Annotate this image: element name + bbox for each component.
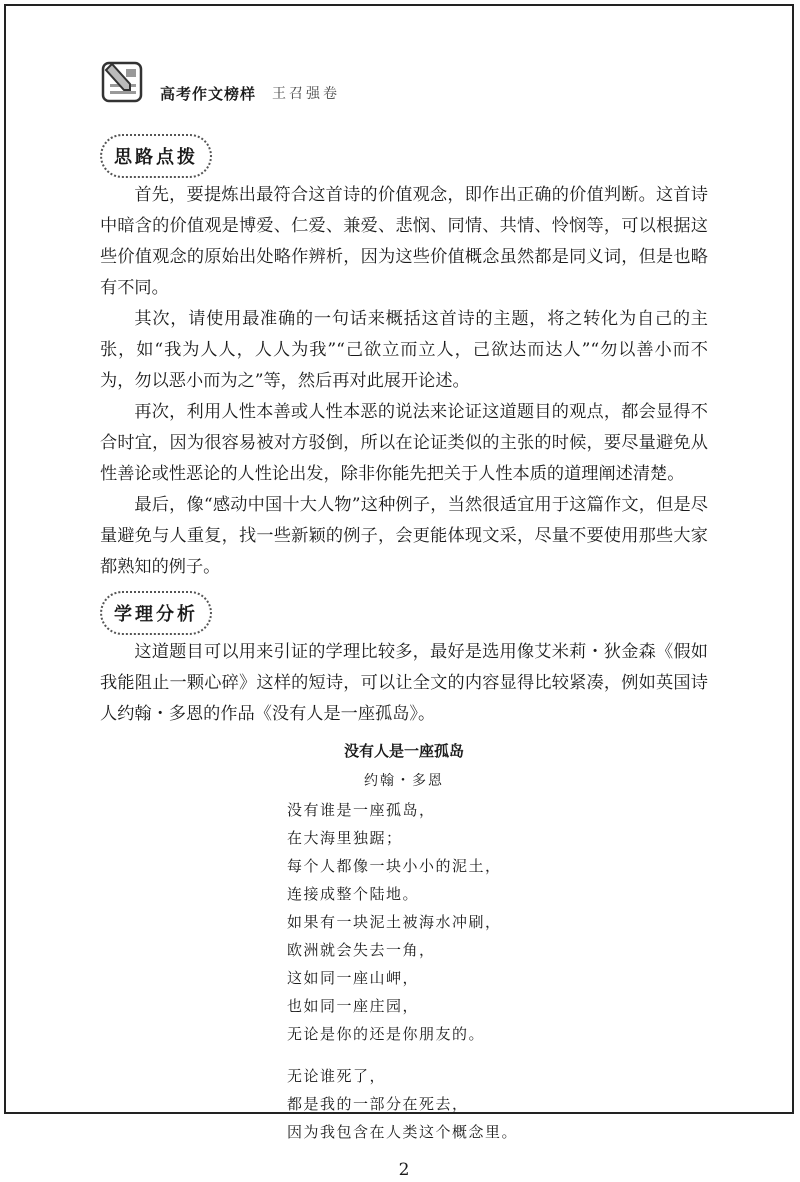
poem-line: 这如同一座山岬， bbox=[287, 969, 420, 987]
page-number: 2 bbox=[398, 1160, 410, 1180]
paragraph: 首先，要提炼出最符合这首诗的价值观念，即作出正确的价值判断。这首诗中暗含的价值观是博爱、仁爱、兼爱、悲悯、同情、共情、怜悯等，可以根据这些价值观念的原始出处略作辨析，因为这些价值概念虽然都是同义词，但是也略有不同。 bbox=[100, 185, 708, 298]
poem-line: 在大海里独踞； bbox=[287, 829, 403, 847]
poem-stanza-2 bbox=[287, 1062, 708, 1146]
book-author: 王召强卷 bbox=[272, 86, 341, 102]
poem-author: 约翰・多恩 bbox=[364, 773, 444, 789]
poem-line: 因为我包含在人类这个概念里。 bbox=[287, 1123, 519, 1141]
page-header bbox=[100, 58, 708, 104]
poem-line: 无论是你的还是你朋友的。 bbox=[287, 1025, 486, 1043]
poem-title: 没有人是一座孤岛 bbox=[343, 742, 464, 760]
poem-line: 都是我的一部分在死去， bbox=[287, 1095, 469, 1113]
section1-body bbox=[100, 180, 708, 583]
poem-stanza-1 bbox=[287, 796, 708, 1048]
poem-line: 如果有一块泥土被海水冲刷， bbox=[287, 913, 502, 931]
poem-line: 也如同一座庄园， bbox=[287, 997, 420, 1015]
poem-line: 无论谁死了， bbox=[287, 1067, 387, 1085]
poem-line: 没有谁是一座孤岛， bbox=[287, 801, 436, 819]
poem-line: 每个人都像一块小小的泥土， bbox=[287, 857, 502, 875]
poem-line: 欧洲就会失去一角， bbox=[287, 941, 436, 959]
section-heading-xueli: 学理分析 bbox=[100, 591, 212, 635]
paragraph: 再次，利用人性本善或人性本恶的说法来论证这道题目的观点，都会显得不合时宜，因为很容易被对方驳倒，所以在论证类似的主张的时候，要尽量避免从性善论或性恶论的人性论出发，除非你能先把关于人性本质的道理阐述清楚。 bbox=[100, 402, 708, 484]
pencil-notebook-icon bbox=[100, 60, 144, 104]
book-title: 高考作文榜样 bbox=[160, 85, 257, 103]
paragraph: 其次，请使用最准确的一句话来概括这首诗的主题，将之转化为自己的主张，如“我为人人，人人为我”“己欲立而立人，己欲达而达人”“勿以善小而不为，勿以恶小而为之”等，然后再对此展开论述。 bbox=[100, 309, 708, 391]
poem-line: 连接成整个陆地。 bbox=[287, 885, 420, 903]
paragraph: 最后，像“感动中国十大人物”这种例子，当然很适宜用于这篇作文，但是尽量避免与人重复，找一些新颖的例子，会更能体现文采，尽量不要使用那些大家都熟知的例子。 bbox=[100, 495, 708, 577]
paragraph: 这道题目可以用来引证的学理比较多，最好是选用像艾米莉・狄金森《假如我能阻止一颗心碎》这样的短诗，可以让全文的内容显得比较紧凑，例如英国诗人约翰・多恩的作品《没有人是一座孤岛》。 bbox=[100, 642, 708, 724]
section-heading-silu: 思路点拨 bbox=[100, 134, 212, 178]
section2-body bbox=[100, 637, 708, 730]
